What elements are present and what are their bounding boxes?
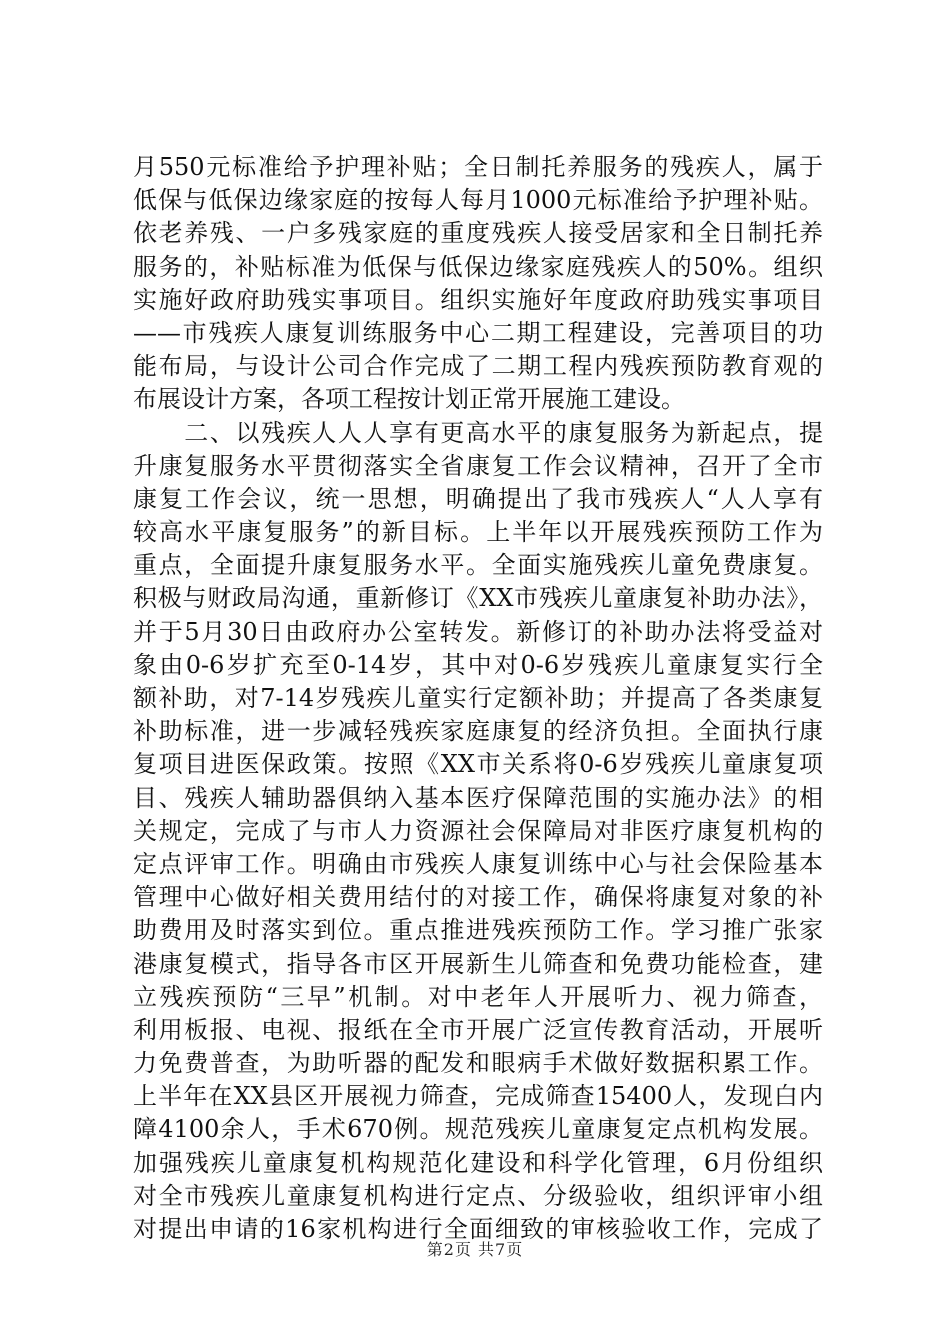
text-line: 低保与低保边缘家庭的按每人每月1000元标准给予护理补贴。 (133, 186, 823, 215)
text-line: 重点，全面提升康复服务水平。全面实施残疾儿童免费康复。 (133, 551, 823, 580)
text-line: 对提出申请的16家机构进行全面细致的审核验收工作，完成了 (133, 1215, 823, 1243)
page-number-footer: 第2页 共7页 (426, 1240, 524, 1259)
text-line: 较高水平康复服务”的新目标。上半年以开展残疾预防工作为 (133, 518, 823, 547)
text-line: 补助标准，进一步减轻残疾家庭康复的经济负担。全面执行康 (133, 717, 823, 746)
text-line: 象由0-6岁扩充至0-14岁，其中对0-6岁残疾儿童康复实行全 (133, 650, 823, 679)
text-line: 港康复模式，指导各市区开展新生儿筛查和免费功能检查，建 (133, 949, 823, 978)
text-line: 定点评审工作。明确由市残疾人康复训练中心与社会保险基本 (133, 849, 823, 878)
text-line: 康复工作会议，统一思想，明确提出了我市残疾人“人人享有 (133, 484, 823, 513)
text-line: 积极与财政局沟通，重新修订《XX市残疾儿童康复补助办法》， (133, 584, 823, 613)
text-line: 复项目进医保政策。按照《XX市关系将0-6岁残疾儿童康复项 (133, 750, 823, 779)
body-text (133, 151, 823, 1246)
text-line: 并于5月30日由政府办公室转发。新修订的补助办法将受益对 (133, 617, 823, 646)
text-line: 对全市残疾儿童康复机构进行定点、分级验收，组织评审小组 (133, 1181, 823, 1210)
text-line: 二、以残疾人人人享有更高水平的康复服务为新起点，提 (133, 418, 823, 447)
text-line: 依老养残、一户多残家庭的重度残疾人接受居家和全日制托养 (133, 219, 823, 248)
text-line: 额补助，对7-14岁残疾儿童实行定额补助；并提高了各类康复 (133, 684, 823, 712)
text-line: 能布局，与设计公司合作完成了二期工程内残疾预防教育观的 (133, 352, 823, 381)
text-line: 利用板报、电视、报纸在全市开展广泛宣传教育活动，开展听 (133, 1015, 823, 1044)
text-line: 实施好政府助残实事项目。组织实施好年度政府助残实事项目 (133, 285, 823, 314)
text-line: ——市残疾人康复训练服务中心二期工程建设，完善项目的功 (133, 318, 823, 347)
text-line: 障4100余人，手术670例。规范残疾儿童康复定点机构发展。 (133, 1115, 823, 1144)
text-line: 服务的，补贴标准为低保与低保边缘家庭残疾人的50%。组织 (133, 252, 823, 281)
text-line: 力免费普查，为助听器的配发和眼病手术做好数据积累工作。 (133, 1049, 823, 1078)
text-line: 布展设计方案，各项工程按计划正常开展施工建设。 (133, 385, 685, 414)
text-line: 月550元标准给予护理补贴；全日制托养服务的残疾人，属于 (133, 153, 823, 181)
text-line: 目、残疾人辅助器俱纳入基本医疗保障范围的实施办法》的相 (133, 783, 823, 812)
text-line: 立残疾预防“三早”机制。对中老年人开展听力、视力筛查， (133, 982, 823, 1011)
text-line: 关规定，完成了与市人力资源社会保障局对非医疗康复机构的 (133, 816, 823, 845)
text-line: 助费用及时落实到位。重点推进残疾预防工作。学习推广张家 (133, 916, 823, 945)
text-line: 上半年在XX县区开展视力筛查，完成筛查15400人，发现白内 (133, 1082, 823, 1111)
text-line: 升康复服务水平贯彻落实全省康复工作会议精神，召开了全市 (133, 451, 823, 480)
text-line: 加强残疾儿童康复机构规范化建设和科学化管理，6月份组织 (133, 1148, 823, 1177)
text-line: 管理中心做好相关费用结付的对接工作，确保将康复对象的补 (133, 883, 823, 912)
